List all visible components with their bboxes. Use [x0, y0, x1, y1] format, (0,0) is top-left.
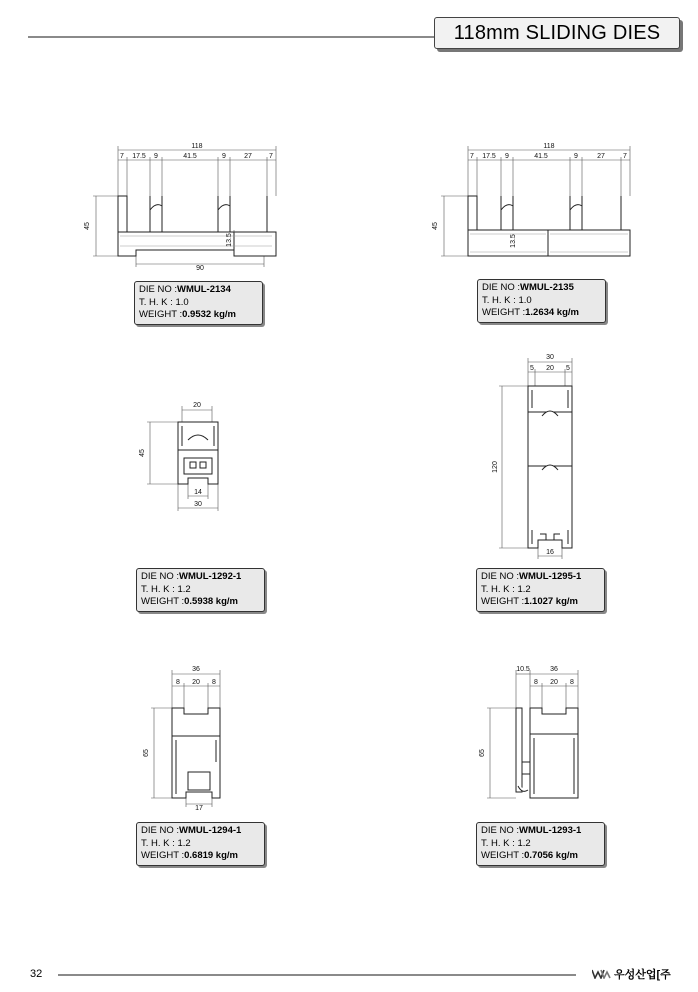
- profile-drawing-wmul-2135: [430, 140, 640, 275]
- weight: 0.6819 kg/m: [184, 850, 238, 861]
- svg-text:8: 8: [212, 679, 216, 686]
- brand-name: 우성산업[주: [614, 969, 671, 981]
- spec-box-wmul-1293-1: DIE NO :WMUL-1293-1 T. H. K : 1.2 WEIGHT :0.7056 kg/m: [476, 822, 605, 866]
- svg-text:9: 9: [154, 153, 158, 160]
- thk: 1.2: [517, 583, 531, 595]
- spec-box-wmul-1292-1: DIE NO :WMUL-1292-1 T. H. K : 1.2 WEIGHT :0.5938 kg/m: [136, 568, 265, 612]
- profile-drawing-wmul-1292-1: [138, 396, 228, 516]
- svg-text:27: 27: [597, 153, 605, 160]
- spec-box-wmul-1295-1: DIE NO :WMUL-1295-1 T. H. K : 1.2 WEIGHT :1.1027 kg/m: [476, 568, 605, 612]
- svg-text:10.5: 10.5: [516, 666, 530, 673]
- svg-text:120: 120: [492, 461, 499, 473]
- svg-text:5: 5: [566, 365, 570, 372]
- svg-text:8: 8: [570, 679, 574, 686]
- title-box: [434, 17, 680, 49]
- svg-text:20: 20: [546, 365, 554, 372]
- svg-text:14: 14: [194, 489, 202, 496]
- thk: 1.0: [175, 296, 189, 308]
- svg-text:27: 27: [244, 153, 252, 160]
- svg-text:20: 20: [193, 402, 201, 409]
- header-rule: [28, 36, 436, 38]
- weight: 0.7056 kg/m: [524, 850, 578, 861]
- svg-text:41.5: 41.5: [534, 153, 548, 160]
- svg-text:90: 90: [196, 265, 204, 272]
- weight: 1.1027 kg/m: [524, 596, 578, 607]
- svg-text:36: 36: [550, 666, 558, 673]
- page-number: 32: [30, 968, 43, 980]
- thk: 1.2: [517, 837, 531, 849]
- spec-box-wmul-2135: DIE NO :WMUL-2135 T. H. K : 1.0 WEIGHT :1.2634 kg/m: [477, 279, 606, 323]
- die-no: WMUL-1294-1: [179, 825, 242, 836]
- svg-text:7: 7: [623, 153, 627, 160]
- die-no: WMUL-1295-1: [519, 571, 582, 582]
- svg-text:30: 30: [194, 501, 202, 508]
- die-no: WMUL-1292-1: [179, 571, 242, 582]
- weight: 0.5938 kg/m: [184, 596, 238, 607]
- svg-text:45: 45: [432, 222, 439, 230]
- profile-drawing-wmul-1294-1: [140, 662, 240, 812]
- spec-box-wmul-1294-1: DIE NO :WMUL-1294-1 T. H. K : 1.2 WEIGHT :0.6819 kg/m: [136, 822, 265, 866]
- weight: 1.2634 kg/m: [525, 307, 579, 318]
- svg-text:45: 45: [84, 222, 91, 230]
- svg-text:5: 5: [530, 365, 534, 372]
- spec-box-wmul-2134: DIE NO :WMUL-2134 T. H. K : 1.0 WEIGHT :0.9532 kg/m: [134, 281, 263, 325]
- die-no: WMUL-2134: [177, 284, 231, 295]
- profile-drawing-wmul-2134: [84, 140, 294, 275]
- die-no: WMUL-1293-1: [519, 825, 582, 836]
- svg-text:17: 17: [195, 805, 203, 812]
- svg-text:17.5: 17.5: [482, 153, 496, 160]
- thk: 1.0: [518, 294, 532, 306]
- page-title: 118mm SLIDING DIES: [453, 22, 661, 44]
- svg-text:13.5: 13.5: [226, 233, 233, 247]
- svg-text:20: 20: [550, 679, 558, 686]
- profile-drawing-wmul-1293-1: [476, 662, 596, 812]
- svg-text:65: 65: [479, 749, 486, 757]
- svg-text:16: 16: [546, 549, 554, 556]
- svg-text:9: 9: [505, 153, 509, 160]
- svg-text:9: 9: [574, 153, 578, 160]
- svg-text:41.5: 41.5: [183, 153, 197, 160]
- brand-logo-icon: [592, 969, 612, 982]
- thk: 1.2: [177, 583, 191, 595]
- svg-text:7: 7: [470, 153, 474, 160]
- svg-text:13.5: 13.5: [510, 234, 517, 248]
- footer-rule: [58, 974, 576, 976]
- svg-text:9: 9: [222, 153, 226, 160]
- dim-overall: 118: [543, 143, 555, 150]
- svg-text:65: 65: [143, 749, 150, 757]
- svg-text:17.5: 17.5: [132, 153, 146, 160]
- svg-text:30: 30: [546, 354, 554, 361]
- svg-text:36: 36: [192, 666, 200, 673]
- svg-text:7: 7: [120, 153, 124, 160]
- die-no: WMUL-2135: [520, 282, 574, 293]
- svg-text:8: 8: [176, 679, 180, 686]
- svg-text:7: 7: [269, 153, 273, 160]
- brand: [592, 966, 671, 982]
- svg-text:20: 20: [192, 679, 200, 686]
- svg-text:8: 8: [534, 679, 538, 686]
- thk: 1.2: [177, 837, 191, 849]
- dim-overall: 118: [191, 143, 203, 150]
- svg-text:45: 45: [139, 449, 146, 457]
- weight: 0.9532 kg/m: [182, 309, 236, 320]
- profile-drawing-wmul-1295-1: [492, 350, 592, 565]
